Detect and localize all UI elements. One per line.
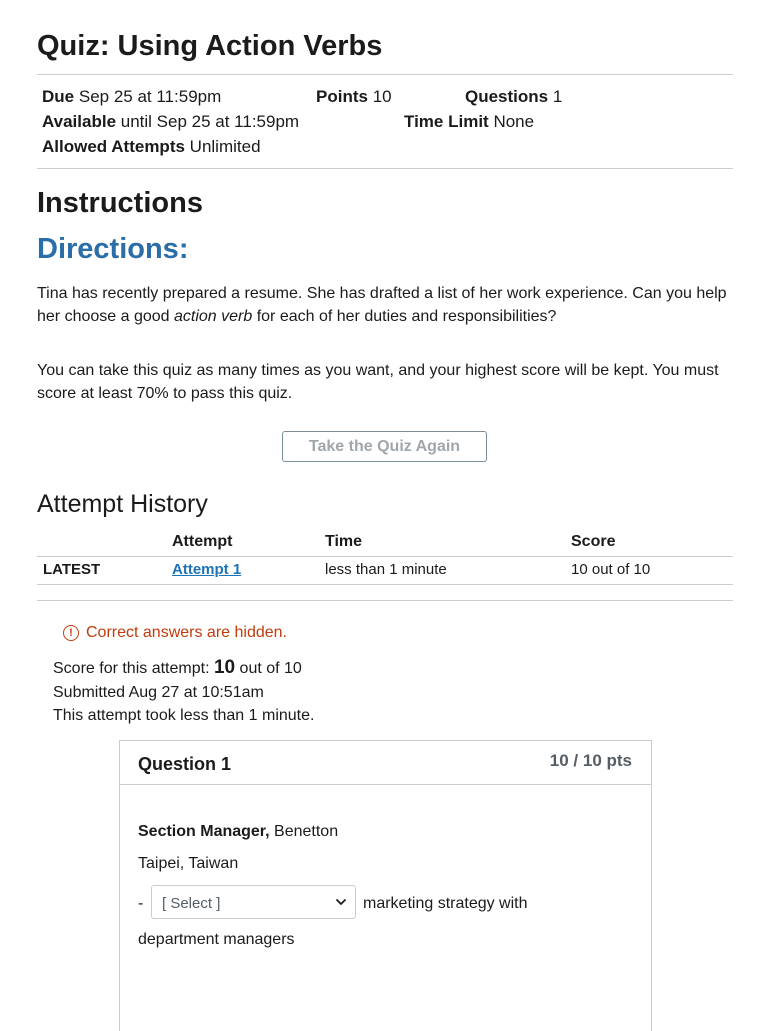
due-value: Sep 25 at 11:59pm [78,87,222,106]
attempts-field [42,137,261,157]
instructions-text: Tina has recently prepared a resume. She has drafted a list of her work experience. Can you help her choose a good [37,285,727,325]
duration-line: This attempt took less than 1 minute. [53,707,315,724]
instructions-heading: Instructions [37,187,203,219]
directions-heading: Directions: [37,233,189,265]
divider [37,168,733,169]
answers-hidden-warning [63,624,287,642]
instructions-paragraph [37,282,737,328]
attempts-value: Unlimited [189,137,261,156]
exclamation-circle-icon: ! [63,625,79,641]
quiz-title: Quiz: Using Action Verbs [37,30,383,62]
warning-text: Correct answers are hidden. [86,624,287,641]
instructions-text: for each of her duties and responsibilities? [252,308,557,325]
table-divider [37,556,733,557]
questions-label: Questions [465,87,549,106]
attempt-time: less than 1 minute [325,561,447,578]
answer-select[interactable] [151,885,356,919]
job-location: Taipei, Taiwan [138,855,239,872]
attempt-score-line [53,657,302,679]
available-label: Available [42,112,117,131]
latest-label: LATEST [43,561,101,578]
select-value: [ Select ] [162,895,221,912]
due-field [42,87,221,107]
attempt-history-heading: Attempt History [37,490,208,518]
attempts-label: Allowed Attempts [42,137,185,156]
job-role-line [138,823,338,841]
time-limit-value: None [493,112,535,131]
time-limit-field [404,112,534,132]
instructions-paragraph: You can take this quiz as many times as you want, and your highest score will be kept. You must score at least 70% to pass this quiz. [37,362,719,402]
company-name: Benetton [269,823,339,840]
column-header-attempt: Attempt [172,533,233,550]
question-points: 10 / 10 pts [549,751,632,770]
question-header [120,741,651,785]
instructions-emphasis: action verb [174,308,253,325]
due-label: Due [42,87,75,106]
take-quiz-again-button[interactable]: Take the Quiz Again [282,431,487,462]
score-prefix: Score for this attempt: [53,660,214,677]
attempt-score: 10 out of 10 [571,561,651,578]
bullet-dash: - [138,895,144,912]
question-text: marketing strategy with [363,895,528,912]
job-role: Section Manager, [138,823,270,840]
divider [37,600,733,601]
column-header-score: Score [571,533,616,550]
column-header-time: Time [325,533,363,550]
question-title: Question 1 [138,754,232,774]
submitted-line: Submitted Aug 27 at 10:51am [53,684,264,701]
points-label: Points [316,87,368,106]
score-value: 10 [213,657,236,678]
table-divider [37,584,733,585]
time-limit-label: Time Limit [404,112,489,131]
points-value: 10 [372,87,392,106]
questions-value: 1 [552,87,563,106]
available-field [42,112,299,132]
chevron-down-icon [335,896,347,908]
questions-field [465,87,562,107]
score-suffix: out of 10 [235,660,302,677]
question-text-line2: department managers [138,931,295,948]
divider [37,74,733,75]
points-field [316,87,392,107]
available-value: until Sep 25 at 11:59pm [120,112,300,131]
question-card [119,740,652,1031]
attempt-1-link[interactable]: Attempt 1 [172,561,242,578]
